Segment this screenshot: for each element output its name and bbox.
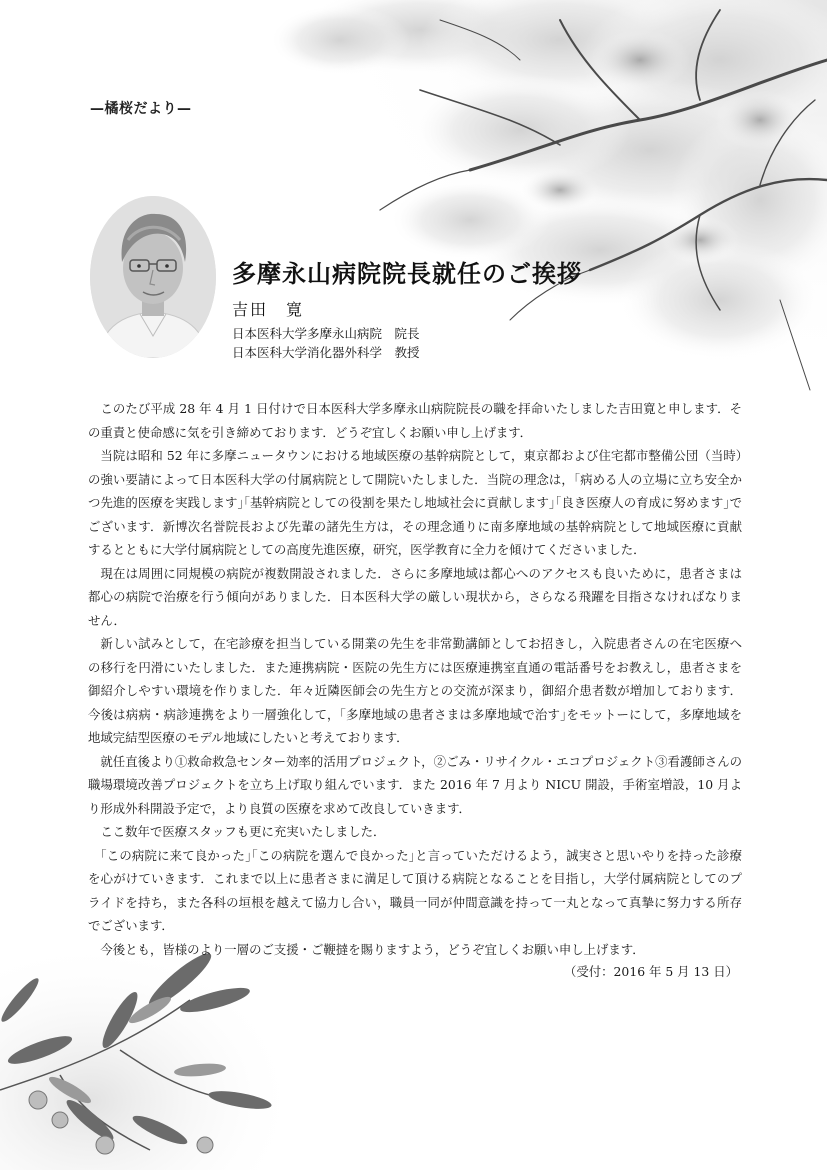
article-body bbox=[88, 397, 742, 961]
body-paragraph: 当院は昭和 52 年に多摩ニュータウンにおける地域医療の基幹病院として，東京都および住宅都市整備公団（当時）の強い要請によって日本医科大学の付属病院として開院いたしました．当院の理念は，｢病める人の立場に立ち安全かつ先進的医療を実践します｣｢基幹病院としての役割を果たし地域社会に貢献します｣｢良き医療人の育成に努めます｣でございます．新博次名誉院長および先輩の諸先生方は，その理念通りに南多摩地域の基幹病院として地域医療に貢献するとともに大学付属病院としての高度先進医療，研究，医学教育に全力を傾けてくださいました． bbox=[88, 448, 742, 557]
author-portrait bbox=[90, 196, 216, 358]
author-affiliation: 日本医科大学多摩永山病院 院長 bbox=[232, 326, 420, 341]
body-paragraph: 現在は周囲に同規模の病院が複数開設されました．さらに多摩地域は都心へのアクセスも良いために，患者さまは都心の病院で治療を行う傾向がありました．日本医科大学の厳しい現状から，さらなる飛躍を目指さなければなりません． bbox=[88, 565, 742, 628]
body-paragraph: ｢この病院に来て良かった｣｢この病院を選んで良かった｣と言っていただけるよう，誠実さと思いやりを持った診療を心がけていきます．これまで以上に患者さまに満足して頂ける病院となることを目指し，大学付属病院としてのプライドを持ち，また各科の垣根を越えて協力し合い，職員一同が仲間意識を持って一丸となって真摯に努力する所存でございます． bbox=[88, 847, 742, 933]
body-paragraph: ここ数年で医療スタッフも更に充実いたしました． bbox=[100, 824, 386, 839]
body-paragraph: 就任直後より①救命救急センター効率的活用プロジェクト，②ごみ・リサイクル・エコプロジェクト③看護師さんの職場環境改善プロジェクトを立ち上げ取り組んでいます．また 2016 年 7 月より NICU 開設，手術室増設，10 月より形成外科開設予定で，より良質の医療を求めて改良していきます． bbox=[88, 753, 742, 816]
body-paragraph: 新しい試みとして，在宅診療を担当している開業の先生を非常勤講師としてお招きし，入院患者さんの在宅医療への移行を円滑にいたしました．また連携病院・医院の先生方には医療連携室直通の電話番号をお教えし，患者さまを御紹介しやすい環境を作りました．年々近隣医師会の先生方との交流が深まり，御紹介患者数が増加しております．今後は病病・病診連携をより一層強化して，｢多摩地域の患者さまは多摩地域で治す｣をモットーにして，多摩地域を地域完結型医療のモデル地域にしたいと考えております． bbox=[88, 636, 742, 745]
received-date: （受付：2016 年 5 月 13 日） bbox=[563, 964, 738, 979]
body-paragraph: このたび平成 28 年 4 月 1 日付けで日本医科大学多摩永山病院院長の職を拝命いたしました吉田寛と申します．その重責と使命感に気を引き締めております．どうぞ宜しくお願い申し上げます． bbox=[88, 401, 742, 440]
author-affiliation: 日本医科大学消化器外科学 教授 bbox=[232, 345, 420, 360]
leaf-branch-illustration bbox=[0, 940, 300, 1170]
body-paragraph: 今後とも，皆様のより一層のご支援・ご鞭撻を賜りますよう，どうぞ宜しくお願い申し上げます． bbox=[100, 941, 645, 957]
article-title: 多摩永山病院院長就任のご挨拶 bbox=[232, 259, 582, 288]
section-tag: —橘桜だより— bbox=[90, 101, 192, 117]
author-name: 吉田 寛 bbox=[232, 300, 305, 319]
portrait-photo bbox=[90, 196, 216, 358]
